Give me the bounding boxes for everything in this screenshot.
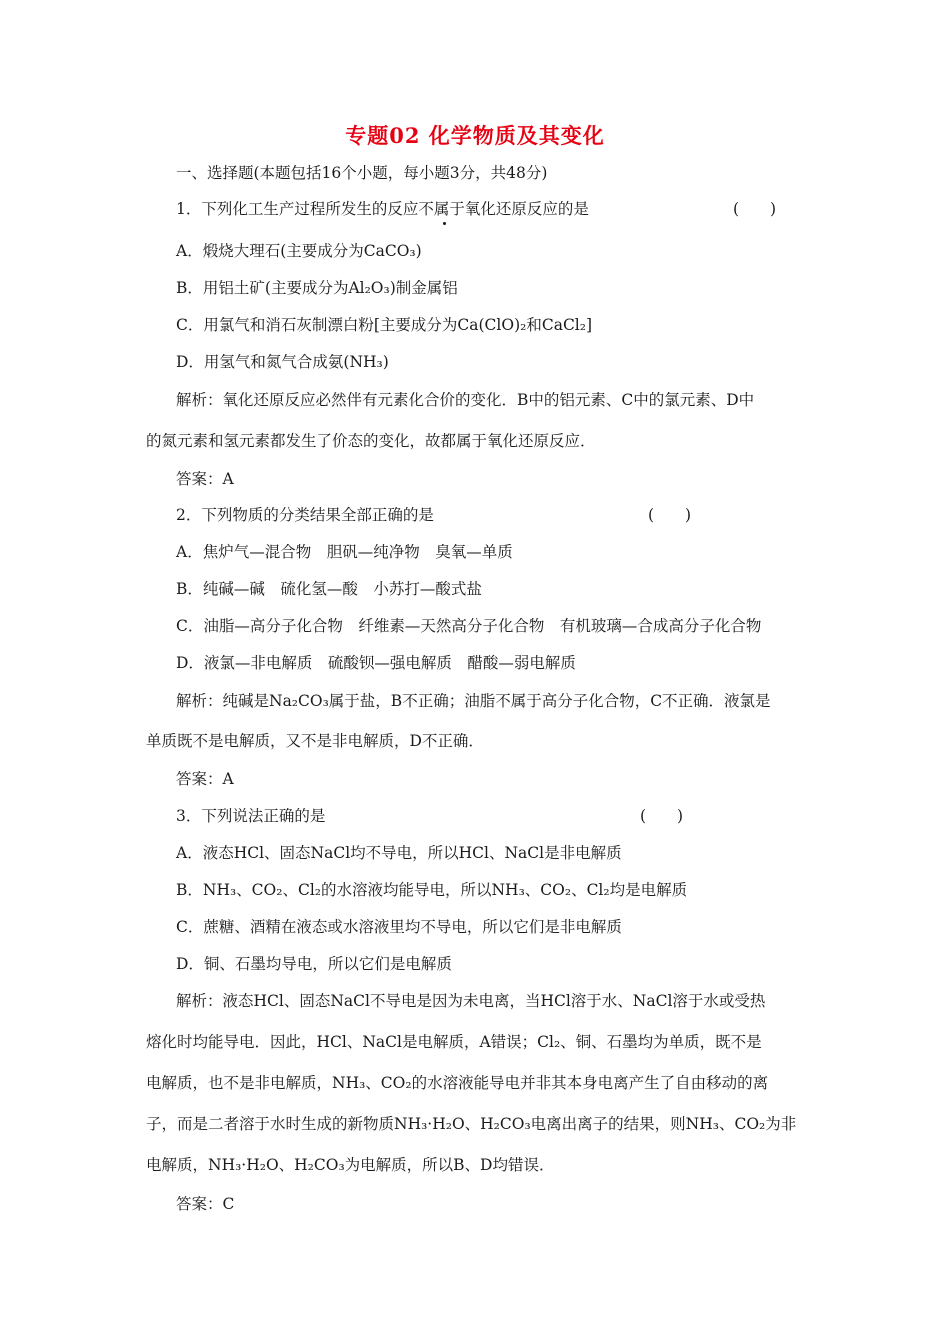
question-3-option-c: C．蔗糖、酒精在液态或水溶液里均不导电，所以它们是非电解质 (176, 918, 622, 936)
question-1-option-d: D．用氢气和氮气合成氨(NH₃) (176, 353, 389, 371)
question-3-analysis-line-3: 电解质，也不是非电解质，NH₃、CO₂的水溶液能导电并非其本身电离产生了自由移动的离 (146, 1074, 769, 1092)
question-1-stem: 1．下列化工生产过程所发生的反应不属于氧化还原反应的是 (176, 200, 589, 218)
question-1-option-c: C．用氯气和消石灰制漂白粉[主要成分为Ca(ClO)₂和CaCl₂] (176, 316, 593, 334)
question-1-analysis-line-1: 解析：氧化还原反应必然伴有元素化合价的变化．B中的铝元素、C中的氯元素、D中 (176, 391, 755, 409)
question-3-analysis-line-5: 电解质，NH₃·H₂O、H₂CO₃为电解质，所以B、D均错误． (146, 1156, 555, 1174)
question-1-answer: 答案：A (176, 470, 234, 488)
section-heading: 一、选择题(本题包括16个小题，每小题3分，共48分) (176, 164, 548, 182)
question-3-analysis-line-2: 熔化时均能导电．因此，HCl、NaCl是电解质，A错误；Cl₂、铜、石墨均为单质，既不是 (146, 1033, 762, 1051)
question-2-option-c: C．油脂—高分子化合物 纤维素—天然高分子化合物 有机玻璃—合成高分子化合物 (176, 617, 762, 635)
question-1-option-a: A．煅烧大理石(主要成分为CaCO₃) (176, 242, 422, 260)
question-3-answer: 答案：C (176, 1195, 235, 1213)
question-1-option-b: B．用铝土矿(主要成分为Al₂O₃)制金属铝 (176, 279, 458, 297)
question-3-option-a: A．液态HCl、固态NaCl均不导电，所以HCl、NaCl是非电解质 (176, 844, 622, 862)
question-2-analysis-line-2: 单质既不是电解质，又不是非电解质，D不正确． (146, 732, 484, 750)
question-1-answer-blank: ( ) (733, 200, 777, 218)
question-2-option-d: D．液氯—非电解质 硫酸钡—强电解质 醋酸—弱电解质 (176, 654, 576, 672)
question-2-answer: 答案：A (176, 770, 234, 788)
emphasis-dot (443, 222, 446, 225)
question-2-stem: 2．下列物质的分类结果全部正确的是 (176, 506, 434, 524)
question-3-option-b: B．NH₃、CO₂、Cl₂的水溶液均能导电，所以NH₃、CO₂、Cl₂均是电解质 (176, 881, 688, 899)
page-title: 专题02 化学物质及其变化 (345, 123, 605, 148)
question-3-answer-blank: ( ) (640, 807, 684, 825)
question-1-analysis-line-2: 的氮元素和氢元素都发生了价态的变化，故都属于氧化还原反应． (146, 432, 596, 450)
question-2-option-b: B．纯碱—碱 硫化氢—酸 小苏打—酸式盐 (176, 580, 482, 598)
question-3-stem: 3．下列说法正确的是 (176, 807, 326, 825)
question-2-answer-blank: ( ) (648, 506, 692, 524)
question-3-option-d: D．铜、石墨均导电，所以它们是电解质 (176, 955, 452, 973)
question-2-analysis-line-1: 解析：纯碱是Na₂CO₃属于盐，B不正确；油脂不属于高分子化合物，C不正确．液氯是 (176, 692, 771, 710)
question-3-analysis-line-4: 子，而是二者溶于水时生成的新物质NH₃·H₂O、H₂CO₃电离出离子的结果，则NH₃、CO₂为非 (146, 1115, 797, 1133)
question-3-analysis-line-1: 解析：液态HCl、固态NaCl不导电是因为未电离，当HCl溶于水、NaCl溶于水或受热 (176, 992, 766, 1010)
question-2-option-a: A．焦炉气—混合物 胆矾—纯净物 臭氧—单质 (176, 543, 513, 561)
